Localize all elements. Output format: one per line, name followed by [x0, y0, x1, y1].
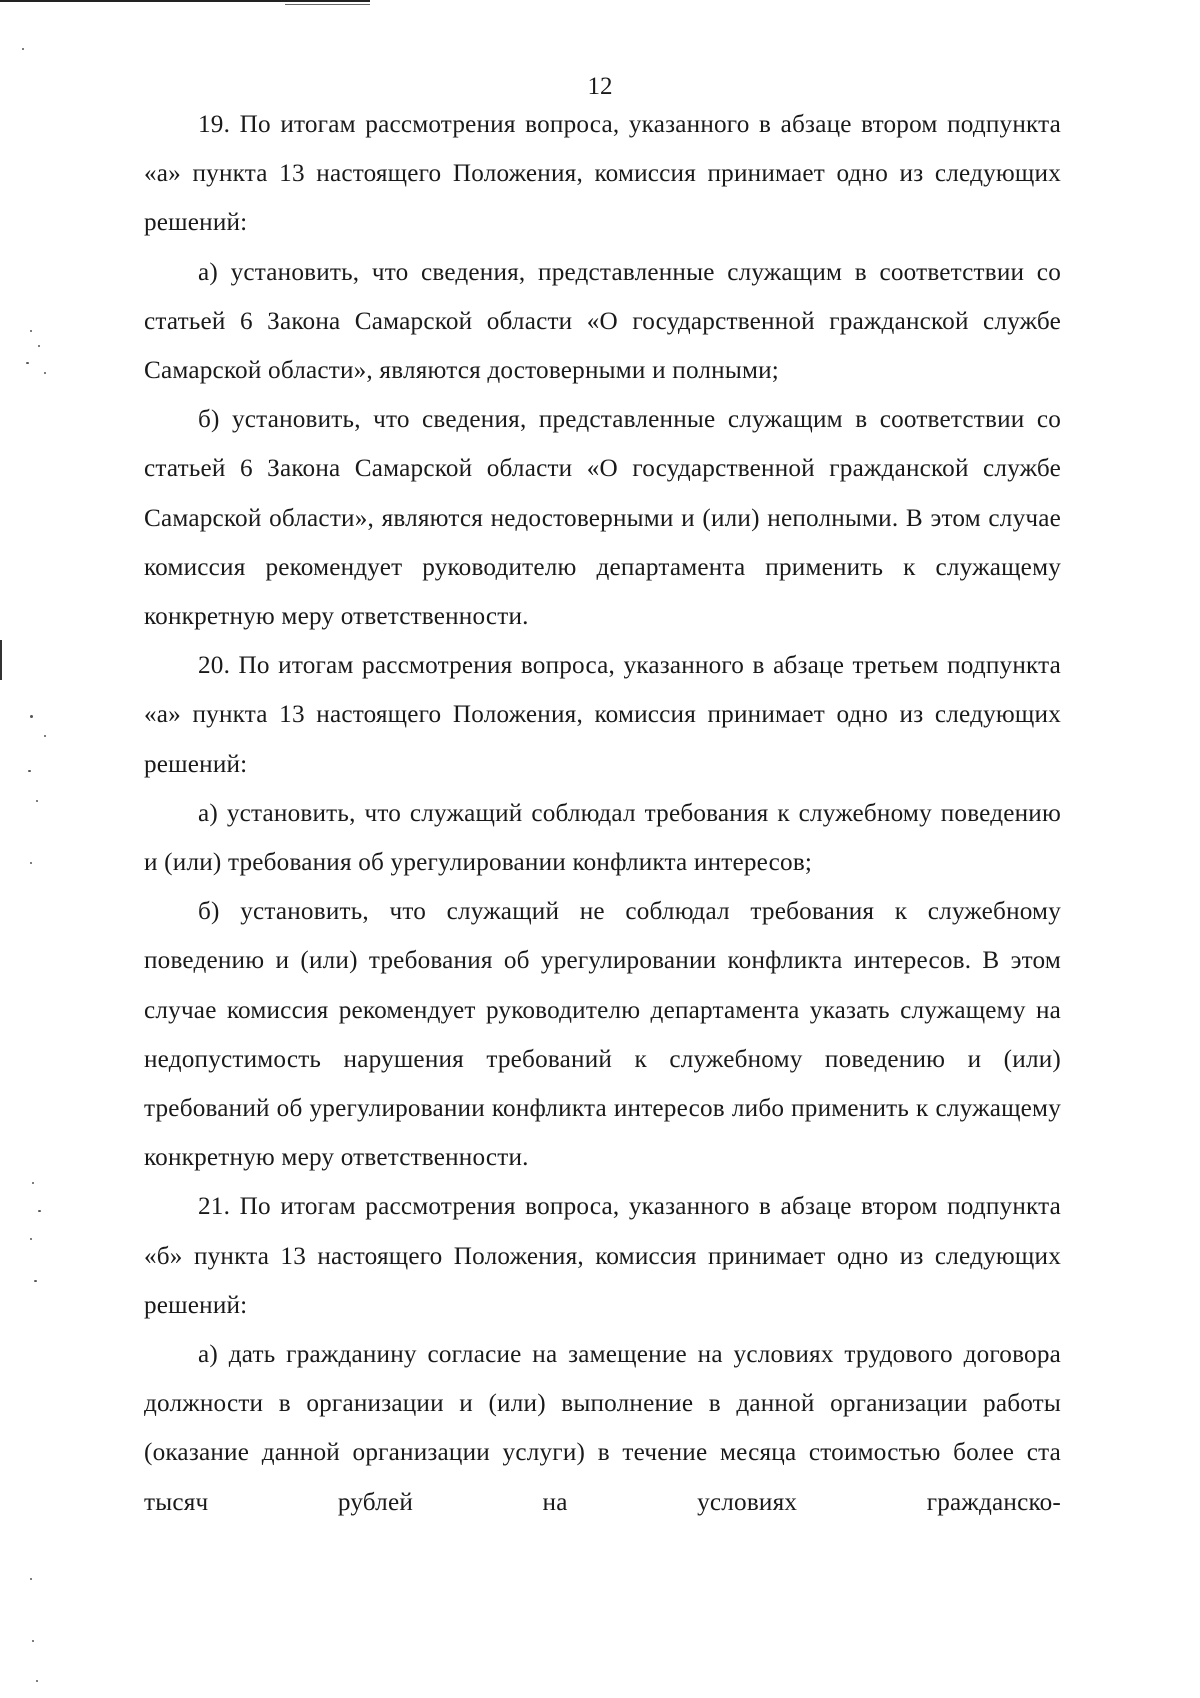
page-number: 12	[587, 73, 613, 100]
document-body	[144, 100, 1061, 1527]
scan-speck	[38, 345, 40, 347]
paragraph-20-a: а) установить, что служащий соблюдал требования к служебному поведению и (или) требования об урегулировании конфликта интересов;	[144, 799, 1061, 877]
scan-top-border	[0, 0, 370, 2]
scan-speck	[44, 372, 46, 374]
scan-speck	[30, 1238, 32, 1240]
scan-speck	[30, 330, 32, 332]
scan-speck	[32, 1640, 34, 1642]
paragraph-21-a: а) дать гражданину согласие на замещение на условиях трудового договора должности в организации и (или) выполнение в данной организации работы (оказание данной организации услуги) в течение месяца стоимостью более ста тысяч рублей на условиях гражданско-	[144, 1341, 1061, 1516]
paragraph-21: 21. По итогам рассмотрения вопроса, указанного в абзаце втором подпункта «б» пункта 13 настоящего Положения, комиссия принимает одно из следующих решений:	[144, 1193, 1061, 1319]
scan-speck	[30, 715, 33, 718]
scan-top-border-segment	[285, 4, 370, 5]
scan-left-edge-mark	[0, 640, 2, 680]
paragraph-19-a: а) установить, что сведения, представленные служащим в соответствии со статьей 6 Закона Самарской области «О государственной гражданской службе Самарской области», являются достоверными и полными;	[144, 258, 1061, 385]
scan-speck	[22, 48, 24, 50]
paragraph-19: 19. По итогам рассмотрения вопроса, указанного в абзаце втором подпункта «а» пункта 13 настоящего Положения, комиссия принимает одно из следующих решений:	[144, 111, 1061, 237]
scan-speck	[28, 770, 31, 772]
paragraph-19-b: б) установить, что сведения, представленные служащим в соответствии со статьей 6 Закона Самарской области «О государственной гражданской службе Самарской области», являются недостоверными и (или) неполными. В этом случае комиссия рекомендует руководителю департамента применить к служащему конкретную меру ответственности.	[144, 406, 1061, 631]
scan-speck	[26, 362, 29, 364]
scan-speck	[34, 1280, 37, 1282]
scan-speck	[30, 1578, 32, 1580]
scan-speck	[30, 862, 32, 864]
paragraph-20-b: б) установить, что служащий не соблюдал требования к служебному поведению и (или) требования об урегулировании конфликта интересов. В этом случае комиссия рекомендует руководителю департамента указать служащему на недопустимость нарушения требований к служебному поведению и (или) требований об урегулировании конфликта интересов либо применить к служащему конкретную меру ответственности.	[144, 898, 1061, 1172]
scan-speck	[44, 735, 46, 737]
scan-speck	[38, 1210, 41, 1212]
scan-speck	[36, 800, 38, 802]
scan-speck	[36, 1680, 38, 1682]
scan-speck	[32, 1182, 34, 1184]
paragraph-20: 20. По итогам рассмотрения вопроса, указанного в абзаце третьем подпункта «а» пункта 13 настоящего Положения, комиссия принимает одно из следующих решений:	[144, 652, 1061, 778]
